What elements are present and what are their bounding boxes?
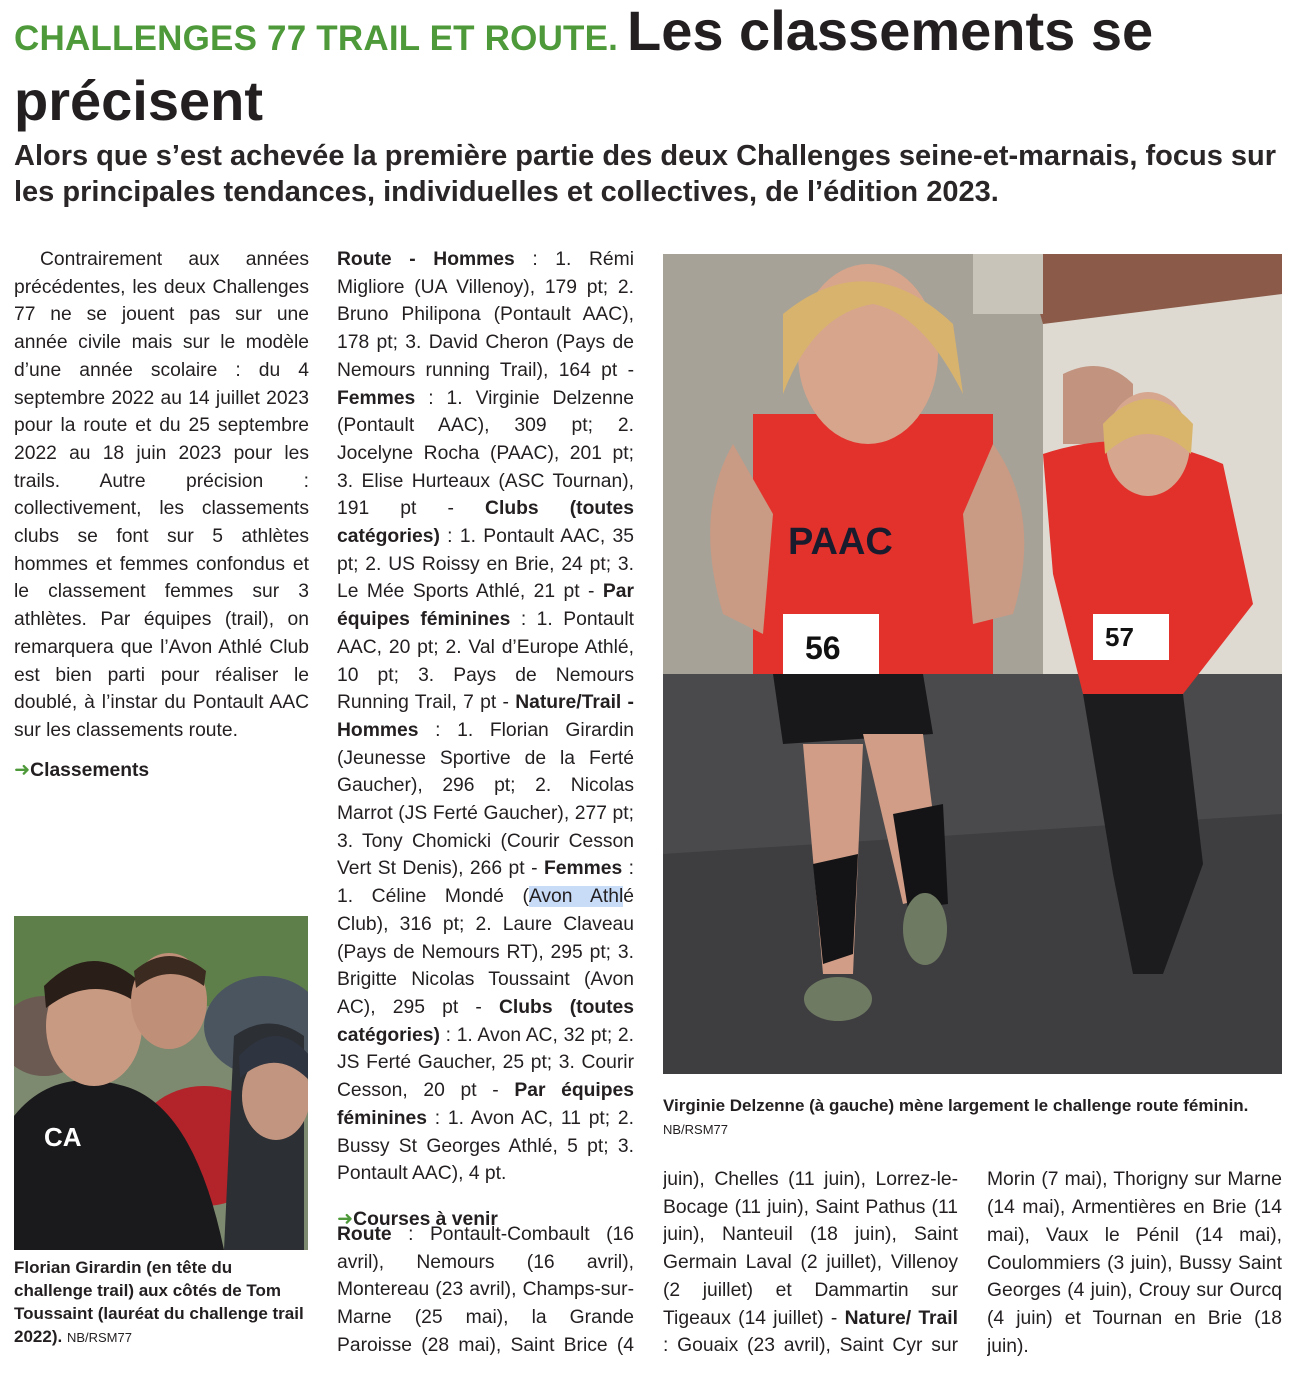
classements-heading: ➜Classements [14, 759, 150, 781]
article-column-2 [337, 246, 634, 1234]
jacket-logo-text: CA [44, 1122, 82, 1152]
photo-runners-main [663, 254, 1282, 1074]
shirt-logo-text: PAAC [788, 521, 893, 563]
photo-florian-girardin [14, 916, 308, 1250]
caption-main-photo [663, 1094, 1282, 1141]
photo-credit-main: NB/RSM77 [663, 1122, 729, 1137]
arrow-right-icon: ➜ [14, 759, 31, 781]
intro-paragraph: Contrairement aux années précédentes, les deux Challenges 77 ne se jouent pas sur une année civile mais sur le modèle d’une année scolaire : du 4 septembre 2022 au 14 juillet 2023 pour la route et du 25 septembre 2022 au 18 juin 2023 pour les trails. Autre précision : collectivement, les classements clubs se font sur 5 athlètes hommes et femmes confondus et le classement femmes sur 3 athlètes. Par équipes (trail), on remarquera que l’Avon Athlé Club est bien parti pour réaliser le doublé, à l’instar du Pontault AAC sur les classements route. [14, 249, 309, 741]
bib-number-right: 57 [1105, 622, 1134, 652]
headline-kicker: CHALLENGES 77 TRAIL ET ROUTE. [14, 19, 619, 58]
photo-credit-small: NB/RSM77 [66, 1330, 132, 1345]
standfirst: Alors que s’est achevée la première partie des deux Challenges seine-et-marnais, focus sur les principales tendances, individuelles et collectives, de l’édition 2023. [14, 140, 1277, 208]
bib-number-left: 56 [805, 630, 841, 666]
headline [14, 0, 1284, 140]
arrow-right-icon: ➜ [337, 1208, 354, 1230]
photo-virginie-delzenne [663, 254, 1282, 1074]
headline-title: Les classements se précisent [14, 0, 1154, 132]
courses-part-1: Route : Pontault-Combault (16 avril), Nemours (16 avril), Montereau (23 avril), Champs-sur-Marne (25 mai), la Grande Paroisse (28 mai), Saint Brice (4 [337, 1224, 634, 1356]
courses-part-2: juin), Chelles (11 juin), Lorrez-le-Bocage (11 juin), Saint Pathus (11 juin), Nanteuil (18 juin), Saint Germain Laval (2 juillet), Villenoy (2 juillet) et Dammartin sur Tigeaux (14 juillet) - Nature/ Trail : Gouaix (23 avril), Saint Cyr sur [663, 1169, 958, 1357]
caption-small-text: Florian Girardin (en tête du challenge trail) aux côtés de Tom Toussaint (lauréat du challenge trail 2022). [14, 1258, 304, 1346]
photo-runners-small [14, 916, 308, 1250]
caption-small-photo [14, 1256, 308, 1349]
courses-heading: ➜Courses à venir [337, 1208, 498, 1230]
courses-part-3: Morin (7 mai), Thorigny sur Marne (14 mai), Armentières en Brie (14 mai), Vaux le Pénil (14 mai), Coulommiers (3 juin), Bussy Saint Georges (4 juin), Crouy sur Ourcq (4 juin) et Tournan en Brie (18 juin). [987, 1169, 1282, 1357]
text-selection-highlight: Avon Athl [528, 886, 624, 908]
classements-body: Route - Hommes : 1. Rémi Migliore (UA Villenoy), 179 pt; 2. Bruno Philipona (Pontault AAC), 178 pt; 3. David Cheron (Pays de Nemours running Trail), 164 pt - Femmes : 1. Virginie Delzenne (Pontault AAC), 309 pt; 2. Jocelyne Rocha (PAAC), 201 pt; 3. Elise Hurteaux (ASC Tournan), 191 pt - Clubs (toutes catégories) : 1. Pontault AAC, 35 pt; 2. US Roissy en Brie, 24 pt; 3. Le Mée Sports Athlé, 21 pt - Par équipes féminines : 1. Pontault AAC, 20 pt; 2. Val d’Europe Athlé, 10 pt; 3. Pays de Nemours Running Trail, 7 pt - Nature/Trail - Hommes : 1. Florian Girardin (Jeunesse Sportive de la Ferté Gaucher), 296 pt; 2. Nicolas Marrot (JS Ferté Gaucher), 277 pt; 3. Tony Chomicki (Courir Cesson Vert St Denis), 266 pt - Femmes : 1. Céline Mondé (Avon Athlé Club), 316 pt; 2. Laure Claveau (Pays de Nemours RT), 295 pt; 3. Brigitte Nicolas Toussaint (Avon AC), 295 pt - Clubs (toutes catégories) : 1. Avon AC, 32 pt; 2. JS Ferté Gaucher, 25 pt; 3. Courir Cesson, 20 pt - Par équipes féminines : 1. Avon AC, 11 pt; 2. Bussy St Georges Athlé, 5 pt; 3. Pontault AAC), 4 pt. [337, 249, 634, 1185]
caption-main-text: Virginie Delzenne (à gauche) mène largement le challenge route féminin. [663, 1096, 1249, 1115]
article-column-1 [14, 246, 309, 784]
